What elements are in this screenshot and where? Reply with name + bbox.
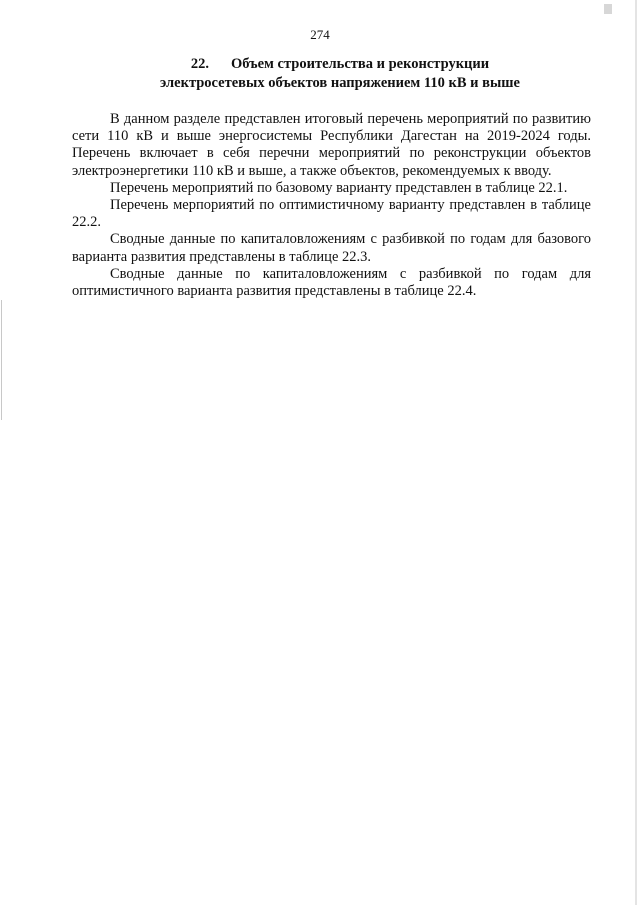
paragraph: В данном разделе представлен итоговый перечень мероприятий по развитию сети 110 кВ и выше энергосистемы Республики Дагестан на 2019-2024 годы. Перечень включает в себя перечни мероприятий по реконструкции объектов электроэнергетики 110 кВ и выше, а также объектов, рекомендуемых к вводу.	[72, 111, 591, 179]
page-number: 274	[310, 27, 330, 42]
section-title-line-2: электросетевых объектов напряжением 110 кВ и выше	[160, 75, 520, 91]
section-heading-line-1	[90, 55, 590, 74]
section-number: 22.	[190, 56, 209, 72]
paragraph: Перечень мерпориятий по оптимистичному варианту представлен в таблице 22.2.	[72, 197, 591, 231]
scan-mark-artifact	[604, 4, 612, 14]
paragraph: Перечень мероприятий по базовому варианту представлен в таблице 22.1.	[110, 179, 568, 196]
paragraph: Сводные данные по капиталовложениям с разбивкой по годам для базового варианта развития представлены в таблице 22.3.	[72, 231, 591, 265]
scan-edge-artifact	[1, 300, 2, 420]
section-body	[72, 111, 591, 300]
paragraph: Сводные данные по капиталовложениям с разбивкой по годам для оптимистичного варианта развития представлены в таблице 22.4.	[72, 265, 591, 300]
section-title-line-1: Объем строительства и реконструкции	[231, 56, 490, 72]
section-heading	[90, 55, 590, 93]
scan-edge-artifact	[635, 0, 637, 905]
